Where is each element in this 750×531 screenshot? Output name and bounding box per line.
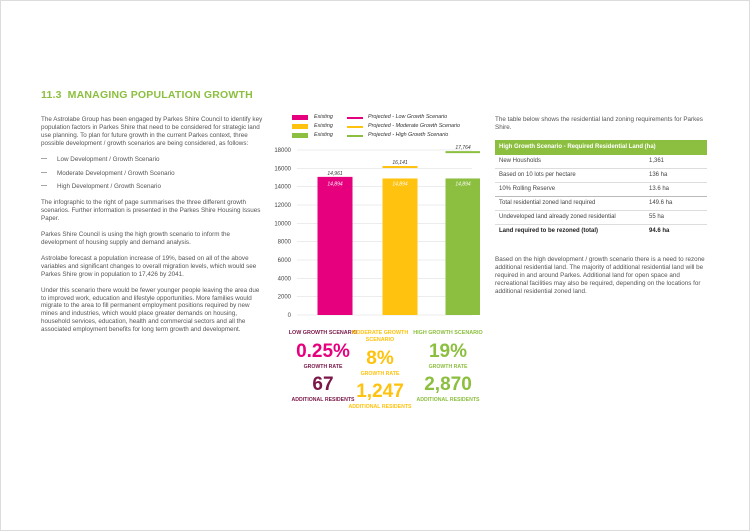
existing-value-label: 14,894: [392, 181, 408, 188]
legend-swatch: [292, 133, 308, 138]
land-requirements-table: [495, 140, 707, 238]
y-tick-label: 10000: [274, 221, 291, 228]
legend-swatch: [292, 115, 308, 120]
legend-existing-label: Existing: [314, 114, 333, 120]
additional-residents-value: 1,247: [356, 381, 404, 402]
legend-projected-label: Projected - Low Growth Scenario: [368, 114, 448, 120]
table-intro-text: The table below shows the residential land zoning requirements for Parkes Shire.: [495, 116, 703, 131]
legend-existing-label: Existing: [314, 132, 333, 138]
intro-paragraph: The infographic to the right of page summarises the three different growth scenarios. Further information is presented in the Parkes Shire Housing Issues Paper.: [41, 199, 261, 223]
bar-existing: [383, 178, 418, 315]
row-label: Total residential zoned land required: [499, 200, 596, 206]
row-label: Land required to be rezoned (total): [499, 228, 599, 234]
scenario-title: LOW GROWTH SCENARIO: [288, 330, 358, 336]
existing-value-label: 14,894: [455, 181, 471, 188]
table-row-total: [495, 225, 707, 238]
row-value: 1,361: [649, 158, 665, 164]
legend-line: [347, 135, 363, 137]
row-value: 55 ha: [649, 214, 665, 220]
y-tick-label: 14000: [274, 184, 291, 191]
y-tick-label: 6000: [277, 258, 291, 264]
row-value: 149.6 ha: [649, 200, 673, 206]
additional-residents-label: ADDITIONAL RESIDENTS: [348, 404, 412, 410]
scenario-list-item: — Moderate Development / Growth Scenario: [41, 170, 263, 178]
existing-value-label: 14,894: [327, 181, 343, 188]
growth-rate-label: GROWTH RATE: [303, 364, 343, 370]
section-heading: [41, 89, 253, 101]
projected-value-label: 16,141: [392, 160, 408, 167]
table-row: [495, 169, 707, 183]
section-title: MANAGING POPULATION GROWTH: [67, 89, 253, 101]
bar-existing: [318, 178, 353, 315]
table-row: [495, 155, 707, 169]
growth-rate-label: GROWTH RATE: [428, 364, 468, 370]
legend-line: [347, 126, 363, 128]
scenario-list-item: — Low Development / Growth Scenario: [41, 156, 263, 164]
row-value: 136 ha: [649, 172, 668, 178]
row-label: Undeveloped land already zoned residential: [499, 214, 616, 220]
legend-projected-label: Projected - High Growth Scenario: [368, 132, 449, 138]
row-label: New Housholds: [499, 158, 542, 164]
table-outro-text: Based on the high development / growth scenario there is a need to rezone additional residential land. The majority of additional residential land will be required in and around Parkes. Additional land for open space and recreational facilities may also be required, depending on the locations for additional residential zoned land.: [495, 256, 705, 295]
intro-paragraph: The Astrolabe Group has been engaged by Parkes Shire Council to identify key population factors in Parkes Shire that need to be considered for strategic land use planning. To plan for future growth in the current Parkes context, three possible development / growth scenarios are being considered, as follows:: [41, 116, 263, 147]
y-tick-label: 2000: [277, 294, 291, 301]
y-tick-label: 12000: [274, 203, 291, 209]
growth-rate-value: 0.25%: [296, 341, 350, 362]
growth-rate-label: GROWTH RATE: [360, 371, 400, 377]
population-bar-chart: [265, 140, 480, 325]
table-row: [495, 197, 707, 211]
table-row: [495, 183, 707, 197]
row-label: 10% Rolling Reserve: [499, 186, 556, 192]
table-title: High Growth Scenario - Required Residential Land (ha): [495, 140, 707, 155]
legend-projected-label: Projected - Moderate Growth Scenario: [368, 123, 460, 129]
additional-residents-label: ADDITIONAL RESIDENTS: [416, 397, 480, 403]
scenario-list-item: — High Development / Growth Scenario: [41, 183, 263, 191]
row-value: 94.6 ha: [649, 228, 670, 234]
y-tick-label: 4000: [277, 276, 291, 283]
y-tick-label: 0: [287, 313, 291, 319]
section-number: 11.3: [41, 89, 62, 101]
row-value: 13.6 ha: [649, 186, 670, 192]
y-tick-label: 16000: [274, 166, 291, 173]
projected-value-label: 14,961: [327, 170, 343, 177]
intro-paragraph: Astrolabe forecast a population increase of 19%, based on all of the above variables and significant changes to overall migration levels, which would see Parkes Shire grow in population to 17,426 by 2041.: [41, 254, 257, 278]
additional-residents-value: 2,870: [424, 374, 472, 395]
scenario-list: [41, 156, 263, 192]
scenario-title: HIGH GROWTH SCENARIO: [413, 330, 483, 336]
y-tick-label: 18000: [274, 148, 291, 154]
scenario-high: [413, 330, 483, 404]
table-row: [495, 211, 707, 225]
additional-residents-label: ADDITIONAL RESIDENTS: [291, 397, 355, 403]
bar-existing: [446, 178, 481, 315]
y-tick-label: 8000: [277, 239, 291, 246]
intro-column: [41, 116, 263, 342]
intro-paragraph: Parkes Shire Council is using the high growth scenario to inform the development of housing supply and demand analysis.: [41, 231, 231, 246]
scenario-title: MODERATE GROWTH SCENARIO: [351, 330, 409, 343]
growth-rate-value: 19%: [428, 341, 468, 362]
additional-residents-value: 67: [312, 374, 334, 395]
growth-rate-value: 8%: [366, 348, 394, 369]
table-intro: [495, 116, 707, 132]
legend-existing-label: Existing: [314, 123, 333, 129]
scenario-moderate: [345, 330, 415, 411]
legend-swatch: [292, 124, 308, 129]
intro-paragraph: Under this scenario there would be fewer younger people leaving the area due to improved work, education and lifestyle opportunities. More families would migrate to the area to fill permanent employment positions required by new mines and industries, which would place greater demands on housing, household services, education, health and commercial sectors and all the associated employment benefits for long term growth and development.: [41, 286, 260, 334]
legend-line: [347, 117, 363, 119]
row-label: Based on 10 lots per hectare: [499, 172, 576, 178]
table-outro: [495, 256, 709, 296]
projected-value-label: 17,764: [455, 145, 471, 152]
